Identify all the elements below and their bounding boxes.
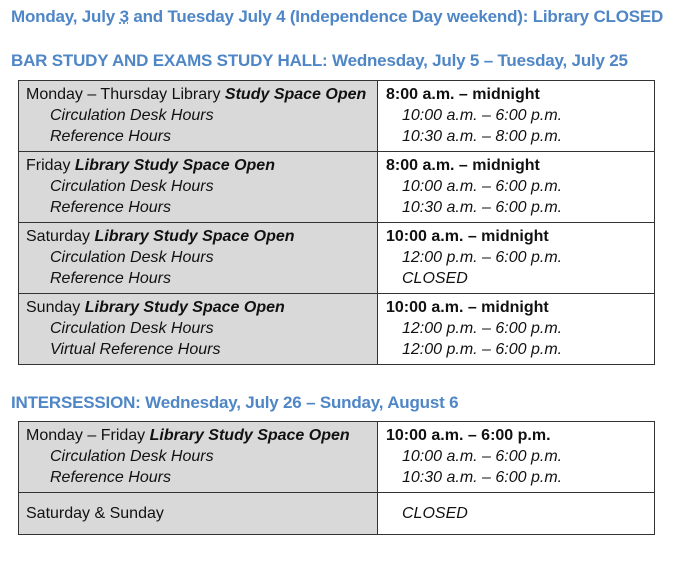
table-row bbox=[19, 223, 655, 294]
table-row bbox=[19, 422, 655, 493]
day-cell bbox=[19, 223, 378, 294]
time-cell bbox=[378, 152, 655, 223]
closure-notice-day: 3 bbox=[119, 7, 129, 26]
closure-notice-suffix: and Tuesday July 4 (Independence Day weekend): Library CLOSED bbox=[128, 7, 664, 26]
table-row bbox=[19, 81, 655, 152]
reference-time: 10:30 a.m. – 8:00 p.m. bbox=[402, 128, 563, 145]
intersession-hours-table bbox=[18, 421, 655, 535]
day-label: Sunday bbox=[26, 299, 85, 316]
day-cell bbox=[19, 422, 378, 493]
day-label: Saturday bbox=[26, 228, 95, 245]
virtual-reference-label: Virtual Reference Hours bbox=[50, 341, 221, 358]
circulation-label: Circulation Desk Hours bbox=[50, 107, 214, 124]
open-label: Library Study Space Open bbox=[149, 427, 350, 444]
time-cell bbox=[378, 223, 655, 294]
virtual-reference-time: 12:00 p.m. – 6:00 p.m. bbox=[402, 341, 563, 358]
day-cell bbox=[19, 152, 378, 223]
time-cell bbox=[378, 294, 655, 365]
circulation-label: Circulation Desk Hours bbox=[50, 448, 214, 465]
weekend-label: Saturday & Sunday bbox=[19, 493, 378, 535]
reference-label: Reference Hours bbox=[50, 270, 171, 287]
reference-label: Reference Hours bbox=[50, 469, 171, 486]
open-time: 8:00 a.m. – midnight bbox=[386, 157, 540, 174]
time-cell bbox=[378, 81, 655, 152]
open-time: 10:00 a.m. – midnight bbox=[386, 228, 549, 245]
table-row bbox=[19, 152, 655, 223]
table-row bbox=[19, 493, 655, 535]
circulation-time: 12:00 p.m. – 6:00 p.m. bbox=[402, 320, 563, 337]
time-cell bbox=[378, 422, 655, 493]
reference-time: 10:30 a.m. – 6:00 p.m. bbox=[402, 199, 563, 216]
reference-label: Reference Hours bbox=[50, 128, 171, 145]
open-time: 10:00 a.m. – 6:00 p.m. bbox=[386, 427, 551, 444]
circulation-time: 12:00 p.m. – 6:00 p.m. bbox=[402, 249, 563, 266]
reference-time: 10:30 a.m. – 6:00 p.m. bbox=[402, 469, 563, 486]
circulation-time: 10:00 a.m. – 6:00 p.m. bbox=[402, 448, 563, 465]
open-label: Library Study Space Open bbox=[74, 157, 275, 174]
bar-section-title: BAR STUDY AND EXAMS STUDY HALL: Wednesday, July 5 – Tuesday, July 25 bbox=[11, 51, 628, 70]
reference-time: CLOSED bbox=[402, 270, 468, 287]
open-time: 8:00 a.m. – midnight bbox=[386, 86, 540, 103]
closure-notice-prefix: Monday, July bbox=[11, 7, 120, 26]
weekend-time-cell bbox=[378, 493, 655, 535]
circulation-label: Circulation Desk Hours bbox=[50, 320, 214, 337]
circulation-time: 10:00 a.m. – 6:00 p.m. bbox=[402, 107, 563, 124]
day-label: Friday bbox=[26, 157, 75, 174]
reference-label: Reference Hours bbox=[50, 199, 171, 216]
day-label: Monday – Friday bbox=[26, 427, 150, 444]
circulation-label: Circulation Desk Hours bbox=[50, 249, 214, 266]
intersession-title: INTERSESSION: Wednesday, July 26 – Sunday, August 6 bbox=[11, 393, 459, 412]
open-time: 10:00 a.m. – midnight bbox=[386, 299, 549, 316]
circulation-label: Circulation Desk Hours bbox=[50, 178, 214, 195]
open-label: Library Study Space Open bbox=[94, 228, 295, 245]
circulation-time: 10:00 a.m. – 6:00 p.m. bbox=[402, 178, 563, 195]
day-label: Monday – Thursday Library bbox=[26, 86, 225, 103]
bar-study-hours-table bbox=[18, 80, 655, 365]
closure-notice bbox=[11, 7, 663, 27]
day-cell bbox=[19, 294, 378, 365]
open-label: Study Space Open bbox=[224, 86, 367, 103]
open-label: Library Study Space Open bbox=[84, 299, 285, 316]
day-cell bbox=[19, 81, 378, 152]
weekend-time: CLOSED bbox=[402, 504, 468, 522]
table-row bbox=[19, 294, 655, 365]
